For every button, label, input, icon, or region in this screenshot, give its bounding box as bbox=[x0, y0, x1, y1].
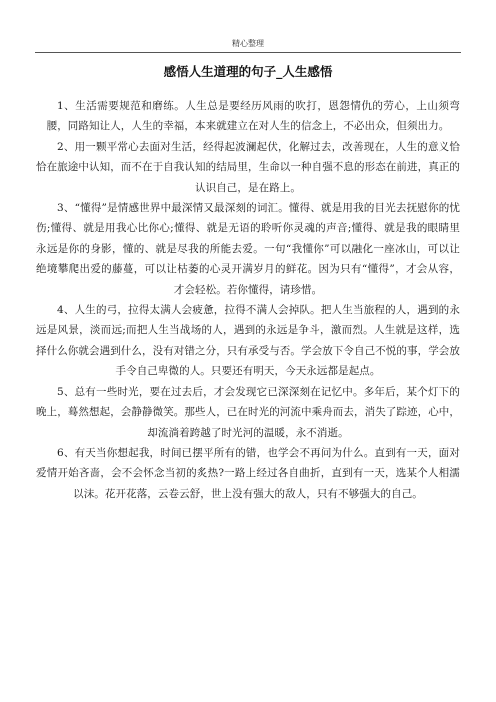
document-body bbox=[36, 96, 460, 504]
paragraph-3: 3、“懂得”是情感世界中最深情又最深刻的词汇。懂得、就是用我的目光去抚慰你的忧伤;懂得、就是用我心比你心;懂得、就是无语的聆听你灵魂的声音;懂得、就是我的眼睛里永远是你的身影，懂的、就是尽我的所能去爱。一句“我懂你”可以融化一座冰山，可以让绝境攀爬出爱的藤蔓，可以让枯萎的心灵开满岁月的鲜花。因为只有“懂得”，才会从容，才会轻松。若你懂得，请珍惜。 bbox=[36, 202, 460, 296]
page-header: 精心整理 bbox=[232, 39, 264, 48]
document-title: 感悟人生道理的句子_人生感悟 bbox=[163, 64, 333, 79]
paragraph-1: 1、生活需要规范和磨练。人生总是要经历风雨的吹打，恩怨情仇的劳心，上山须弯腰，同路知让人，人生的幸福，本来就建立在对人生的信念上，不必出众，但须出力。 bbox=[46, 100, 460, 133]
paragraph-2: 2、用一颗平常心去面对生活，经得起波澜起伏，化解过去，改善现在，人生的意义恰恰在旅途中认知，而不在于自我认知的结局里，生命以一种自强不息的形态在前进，真正的认识自己，是在路上。 bbox=[36, 140, 460, 194]
paragraph-4: 4、人生的弓，拉得太满人会疲惫，拉得不满人会掉队。把人生当旅程的人，遇到的永远是风景，淡而远;而把人生当战场的人，遇到的永远是争斗，激而烈。人生就是这样，选择什么你就会遇到什么，没有对错之分，只有承受与否。学会放下令自己不悦的事，学会放手令自己卑微的人。只要还有明天，今天永远都是起点。 bbox=[36, 304, 460, 378]
paragraph-6: 6、有天当你想起我，时间已摆平所有的错，也学会不再问为什么。直到有一天，面对爱情开始吝啬，会不会怀念当初的炙热?一路上经过各自曲折，直到有一天，选某个人相濡以沫。花开花落，云卷云舒，世上没有强大的敌人，只有不够强大的自己。 bbox=[36, 446, 460, 500]
paragraph-5: 5、总有一些时光，要在过去后，才会发现它已深深刻在记忆中。多年后，某个灯下的晚上，蓦然想起，会静静微笑。那些人，已在时光的河流中乘舟而去，消失了踪迹，心中，却流淌着跨越了时光河的温暖，永不消逝。 bbox=[36, 385, 460, 439]
header-divider bbox=[35, 52, 461, 53]
